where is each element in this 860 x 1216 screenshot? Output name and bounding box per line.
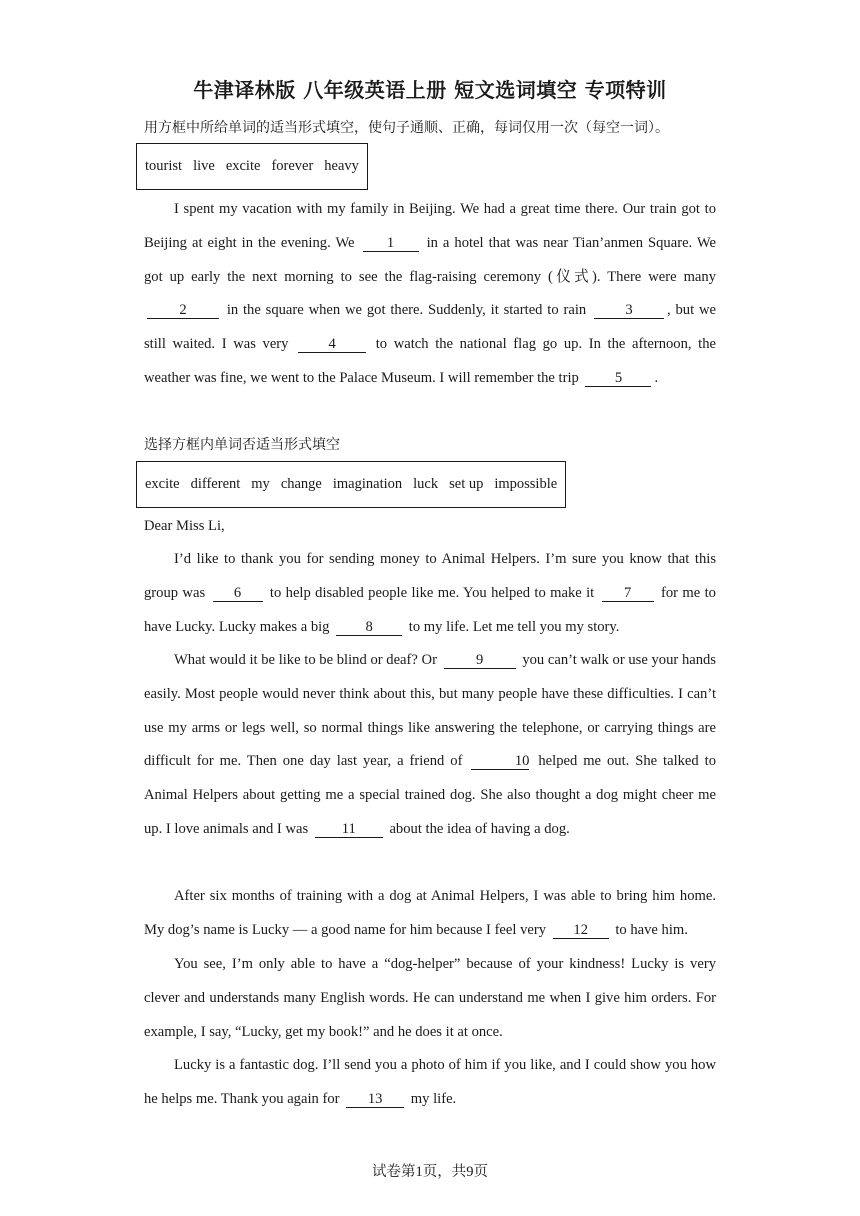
word-bank-item: luck (413, 476, 439, 492)
letter-salutation: Dear Miss Li, (144, 518, 225, 534)
passage-text: for me to have Lucky. Lucky makes a big (144, 584, 716, 635)
word-bank-item: live (193, 158, 215, 174)
word-bank-item: imagination (332, 476, 403, 492)
passage-text: After six months of training with a dog at Animal Helpers, I was able to bring him home. My dog’s name is Lucky — a good name for him because I feel very (144, 888, 716, 938)
letter-paragraph-2 (144, 644, 716, 847)
passage-text: about the idea of having a dog. (389, 820, 570, 837)
word-bank-item: different (190, 476, 241, 492)
passage-text: What would it be like to be blind or deaf? Or (174, 652, 437, 668)
blank-13[interactable]: 13 (346, 1092, 404, 1108)
letter-paragraph-1 (144, 543, 716, 644)
word-bank-item: excite (145, 476, 180, 492)
word-bank-item: excite (225, 158, 261, 174)
letter-paragraph-4: You see, I’m only able to have a “dog-helper” because of your kindness! Lucky is very clever and understands many English words. He can understand me when I give him orders. For example, I say, “Lucky, get my book!” and he does it at once. (144, 956, 716, 1040)
passage1-paragraph (144, 193, 716, 396)
passage-text: you can’t walk or use your hands easily. Most people would never think about this, but many people have these difficulties. I can’t use my arms or legs well, so normal things like answering the telephone, or carrying things are difficult for me. Then one day last year, a friend of (144, 652, 716, 770)
blank-4[interactable]: 4 (298, 337, 366, 353)
passage-text: my life. (410, 1090, 457, 1107)
passage-text: to my life. Let me tell you my story. (408, 618, 620, 635)
passage-text: Lucky is a fantastic dog. I’ll send you a photo of him if you like, and I could show you how he helps me. Thank you again for (144, 1057, 716, 1107)
word-bank-item: my (251, 476, 270, 492)
passage-text: to watch the national flag go up. In the afternoon, the weather was fine, we went to the Palace Museum. I will remember the trip (144, 336, 716, 386)
passage-text: helped me out. She talked to Animal Helpers about getting me a special trained dog. She also thought a dog might cheer me up. I love animals and I was (144, 753, 716, 837)
section2-instruction: 选择方框内单词否适当形式填空 (144, 437, 340, 453)
blank-5[interactable]: 5 (585, 371, 651, 387)
section2-word-box (136, 461, 566, 508)
passage-text: in a hotel that was near Tian’anmen Square. We got up early the next morning to see the flag-raising ceremony (仪式). There were many (144, 234, 717, 285)
word-bank-item: change (280, 476, 322, 492)
passage-text: I spent my vacation with my family in Beijing. We had a great time there. Our train got to Beijing at eight in the evening. We (144, 201, 716, 251)
word-bank-item: impossible (494, 476, 558, 492)
blank-9[interactable]: 9 (444, 653, 516, 669)
word-bank-item: tourist (145, 158, 183, 174)
passage-text: to have him. (615, 921, 688, 938)
passage-text: I’d like to thank you for sending money to Animal Helpers. I’m sure you know that this group was (144, 551, 716, 601)
word-bank-item: forever (271, 158, 314, 174)
page-title: 牛津译林版 八年级英语上册 短文选词填空 专项特训 (193, 78, 667, 102)
passage-text: . (654, 369, 659, 386)
section1-word-box (136, 143, 368, 190)
blank-12[interactable]: 12 (553, 923, 609, 939)
blank-7[interactable]: 7 (602, 586, 654, 602)
section1-instruction: 用方框中所给单词的适当形式填空，使句子通顺、正确，每词仅用一次（每空一词）。 (144, 120, 669, 136)
passage-text: to help disabled people like me. You helped to make it (269, 584, 595, 601)
letter-paragraph-3 (144, 880, 716, 948)
passage-text: in the square when we got there. Suddenly, it started to rain (226, 302, 587, 319)
passage-text: , but we still waited. I was very (144, 302, 716, 353)
blank-1[interactable]: 1 (363, 236, 419, 252)
blank-3[interactable]: 3 (594, 303, 664, 319)
page-footer: 试卷第1页，共9页 (372, 1164, 488, 1180)
word-bank-item: set up (449, 476, 484, 492)
blank-2[interactable]: 2 (147, 303, 219, 319)
blank-10[interactable]: 10 (471, 754, 529, 770)
letter-paragraph-5 (144, 1049, 716, 1117)
word-bank-item: heavy (324, 158, 359, 174)
blank-8[interactable]: 8 (336, 620, 402, 636)
blank-11[interactable]: 11 (315, 822, 383, 838)
blank-6[interactable]: 6 (213, 586, 263, 602)
